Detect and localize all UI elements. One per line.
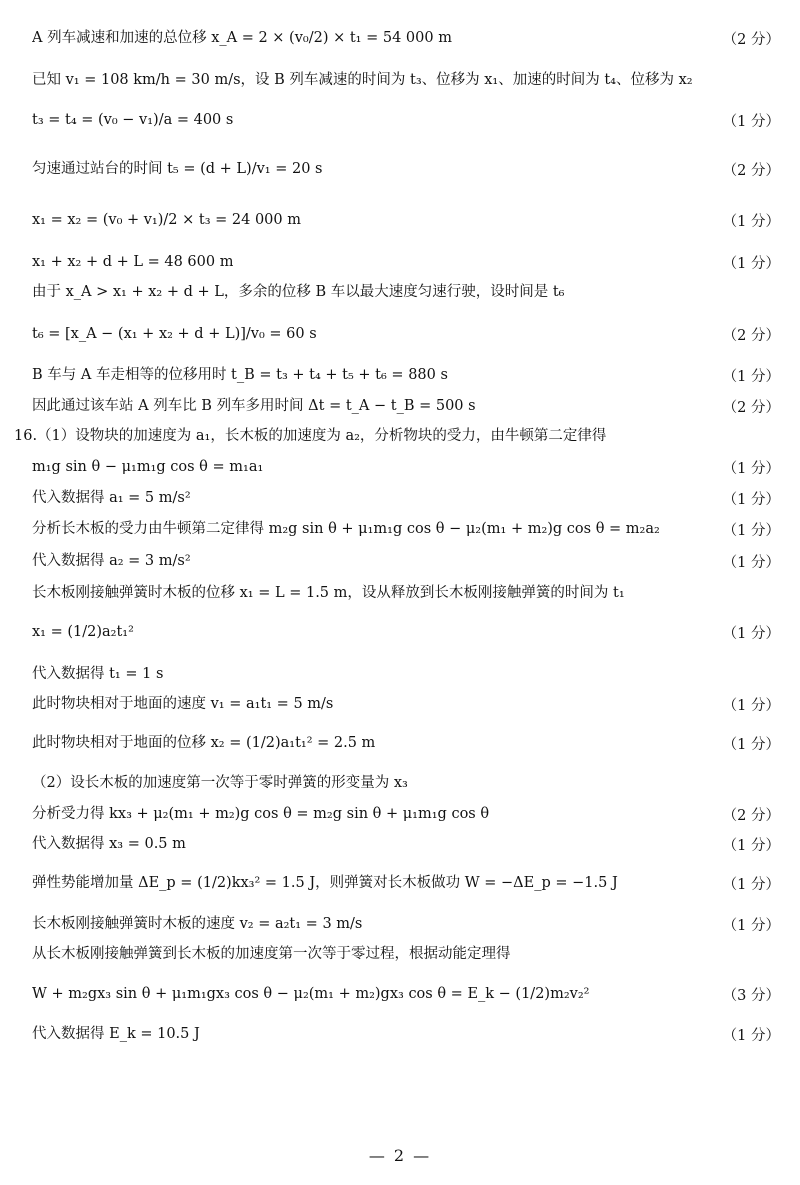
line-text: 长木板刚接触弹簧时木板的位移 x₁ = L = 1.5 m，设从释放到长木板刚接触弹簧的时间为 t₁ <box>32 584 625 601</box>
score-badge: （1 分） <box>722 255 780 272</box>
line-text: 弹性势能增加量 ΔE_p = (1/2)kx₃² = 1.5 J，则弹簧对长木板做功 W = −ΔE_p = −1.5 J <box>32 874 618 891</box>
line-text: 已知 v₁ = 108 km/h = 30 m/s，设 B 列车减速的时间为 t₃、位移为 x₁、加速的时间为 t₄、位移为 x₂ <box>32 71 693 88</box>
line-text: x₁ = (1/2)a₂t₁² <box>32 623 134 640</box>
line-text: 代入数据得 x₃ = 0.5 m <box>32 835 186 852</box>
score-badge: （1 分） <box>722 368 780 385</box>
solution-line <box>0 60 800 100</box>
score-badge: （3 分） <box>722 987 780 1004</box>
line-text: t₃ = t₄ = (v₀ − v₁)/a = 400 s <box>32 111 234 128</box>
page-number-text: — 2 — <box>368 1146 432 1165</box>
score-badge: （1 分） <box>722 697 780 714</box>
solution-line <box>0 934 800 974</box>
score-badge: （2 分） <box>722 807 780 824</box>
score-badge: （2 分） <box>722 399 780 416</box>
score-badge: （1 分） <box>722 1027 780 1044</box>
line-text: B 车与 A 车走相等的位移用时 t_B = t₃ + t₄ + t₅ + t₆ = 880 s <box>32 366 448 383</box>
solution-line <box>0 824 800 864</box>
solution-line <box>0 100 800 140</box>
solution-line <box>0 612 800 652</box>
line-text: 此时物块相对于地面的速度 v₁ = a₁t₁ = 5 m/s <box>32 695 334 712</box>
line-text: t₆ = [x_A − (x₁ + x₂ + d + L)]/v₀ = 60 s <box>32 325 317 342</box>
score-badge: （1 分） <box>722 625 780 642</box>
score-badge: （2 分） <box>722 162 780 179</box>
line-text: A 列车减速和加速的总位移 x_A = 2 × (v₀/2) × t₁ = 54 000 m <box>32 29 452 46</box>
score-badge: （2 分） <box>722 31 780 48</box>
page-number <box>0 1146 800 1165</box>
solution-line <box>0 314 800 354</box>
line-text: 代入数据得 t₁ = 1 s <box>32 665 164 682</box>
line-text: 代入数据得 a₁ = 5 m/s² <box>32 489 191 506</box>
line-text: 代入数据得 E_k = 10.5 J <box>32 1025 200 1042</box>
solution-line <box>0 200 800 240</box>
line-text: 匀速通过站台的时间 t₅ = (d + L)/v₁ = 20 s <box>32 160 323 177</box>
score-badge: （1 分） <box>722 522 780 539</box>
score-badge: （1 分） <box>722 837 780 854</box>
score-badge: （1 分） <box>722 917 780 934</box>
solution-line <box>0 272 800 312</box>
line-text: 16.（1）设物块的加速度为 a₁，长木板的加速度为 a₂，分析物块的受力，由牛顿第二定律得 <box>14 427 607 444</box>
solution-line <box>0 684 800 724</box>
score-badge: （2 分） <box>722 327 780 344</box>
line-text: x₁ = x₂ = (v₀ + v₁)/2 × t₃ = 24 000 m <box>32 211 301 228</box>
solution-line <box>0 573 800 613</box>
solution-line <box>0 863 800 903</box>
line-text: 长木板刚接触弹簧时木板的速度 v₂ = a₂t₁ = 3 m/s <box>32 915 363 932</box>
line-text: 因此通过该车站 A 列车比 B 列车多用时间 Δt = t_A − t_B = 500 s <box>32 397 476 414</box>
score-badge: （1 分） <box>722 554 780 571</box>
solution-line <box>0 974 800 1014</box>
line-text: x₁ + x₂ + d + L = 48 600 m <box>32 253 234 270</box>
score-badge: （1 分） <box>722 736 780 753</box>
solution-line <box>0 1014 800 1054</box>
line-text: 分析受力得 kx₃ + μ₂(m₁ + m₂)g cos θ = m₂g sin θ + μ₁m₁g cos θ <box>32 805 490 822</box>
solution-line <box>0 149 800 189</box>
line-text: 此时物块相对于地面的位移 x₂ = (1/2)a₁t₁² = 2.5 m <box>32 734 376 751</box>
line-text: （2）设长木板的加速度第一次等于零时弹簧的形变量为 x₃ <box>32 774 408 791</box>
line-text: 代入数据得 a₂ = 3 m/s² <box>32 552 191 569</box>
line-text: m₁g sin θ − μ₁m₁g cos θ = m₁a₁ <box>32 458 264 475</box>
score-badge: （1 分） <box>722 876 780 893</box>
score-badge: （1 分） <box>722 460 780 477</box>
line-text: 分析长木板的受力由牛顿第二定律得 m₂g sin θ + μ₁m₁g cos θ − μ₂(m₁ + m₂)g cos θ = m₂a₂ <box>32 520 660 537</box>
score-badge: （1 分） <box>722 491 780 508</box>
solution-line <box>0 18 800 58</box>
line-text: 由于 x_A > x₁ + x₂ + d + L，多余的位移 B 车以最大速度匀速行驶，设时间是 t₆ <box>32 283 565 300</box>
line-text: W + m₂gx₃ sin θ + μ₁m₁gx₃ cos θ − μ₂(m₁ + m₂)gx₃ cos θ = E_k − (1/2)m₂v₂² <box>32 985 590 1002</box>
score-badge: （1 分） <box>722 213 780 230</box>
line-text: 从长木板刚接触弹簧到长木板的加速度第一次等于零过程，根据动能定理得 <box>32 945 511 962</box>
score-badge: （1 分） <box>722 113 780 130</box>
solution-line <box>0 723 800 763</box>
